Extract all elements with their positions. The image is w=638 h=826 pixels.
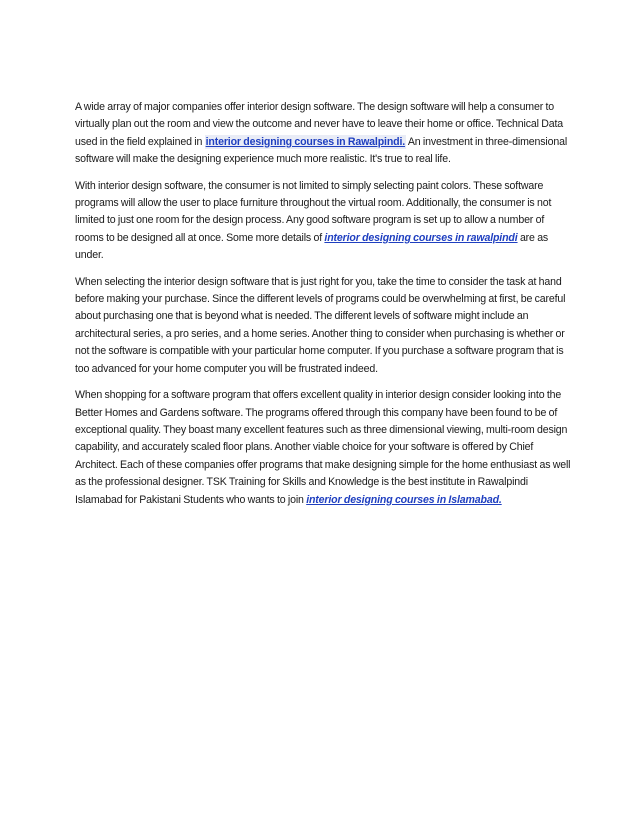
link-interior-courses-rawalpindi-details[interactable]: interior designing courses in rawalpindi [324, 231, 518, 244]
paragraph-2 [75, 178, 571, 265]
paragraph-3 [75, 274, 571, 378]
paragraph-2-text-before: With interior design software, the consumer is not limited to simply selecting paint colors. These software programs will allow the user to place furniture throughout the virtual room. Additionally, the consumer is not limited to just one room for the design process. Any good software program is set up to allow a number of rooms to be designed all at once. Some more details of [75, 179, 552, 244]
paragraph-2-text-after: are as under. [75, 231, 549, 262]
document-body [75, 99, 571, 518]
link-interior-courses-islamabad[interactable]: interior designing courses in Islamabad. [306, 493, 502, 506]
paragraph-1-text-before: A wide array of major companies offer interior design software. The design software will help a consumer to virtually plan out the room and view the outcome and never have to leave their home or office. Technical Data used in the field explained in [75, 101, 563, 148]
paragraph-1-text-after: An investment in three-dimensional software will make the designing experience much more realistic. It's true to real life. [75, 135, 568, 166]
paragraph-3-text: When selecting the interior design software that is just right for you, take the time to consider the task at hand before making your purchase. Since the different levels of programs could be overwhelming at first, be careful about purchasing one that is beyond what is needed. The different levels of software might include an architectural series, a pro series, and a home series. Another thing to consider when purchasing is whether or not the software is compatible with your particular home computer. If you purchase a software program that is too advanced for your home computer you will be frustrated indeed. [75, 275, 566, 375]
paragraph-4-text-before: When shopping for a software program that offers excellent quality in interior design consider looking into the Better Homes and Gardens software. The programs offered through this company have been found to be of exceptional quality. They boast many excellent features such as three dimensional viewing, multi-room design capability, and accurately scaled floor plans. Another viable choice for your software is offered by Chief Architect. Each of these companies offer programs that make designing simple for the home enthusiast as well as the professional designer. TSK Training for Skills and Knowledge is the best institute in Rawalpindi Islamabad for Pakistani Students who wants to join [75, 389, 571, 506]
paragraph-1 [75, 99, 571, 169]
link-interior-courses-rawalpindi[interactable]: interior designing courses in Rawalpindi. [205, 135, 406, 148]
paragraph-4 [75, 387, 571, 509]
